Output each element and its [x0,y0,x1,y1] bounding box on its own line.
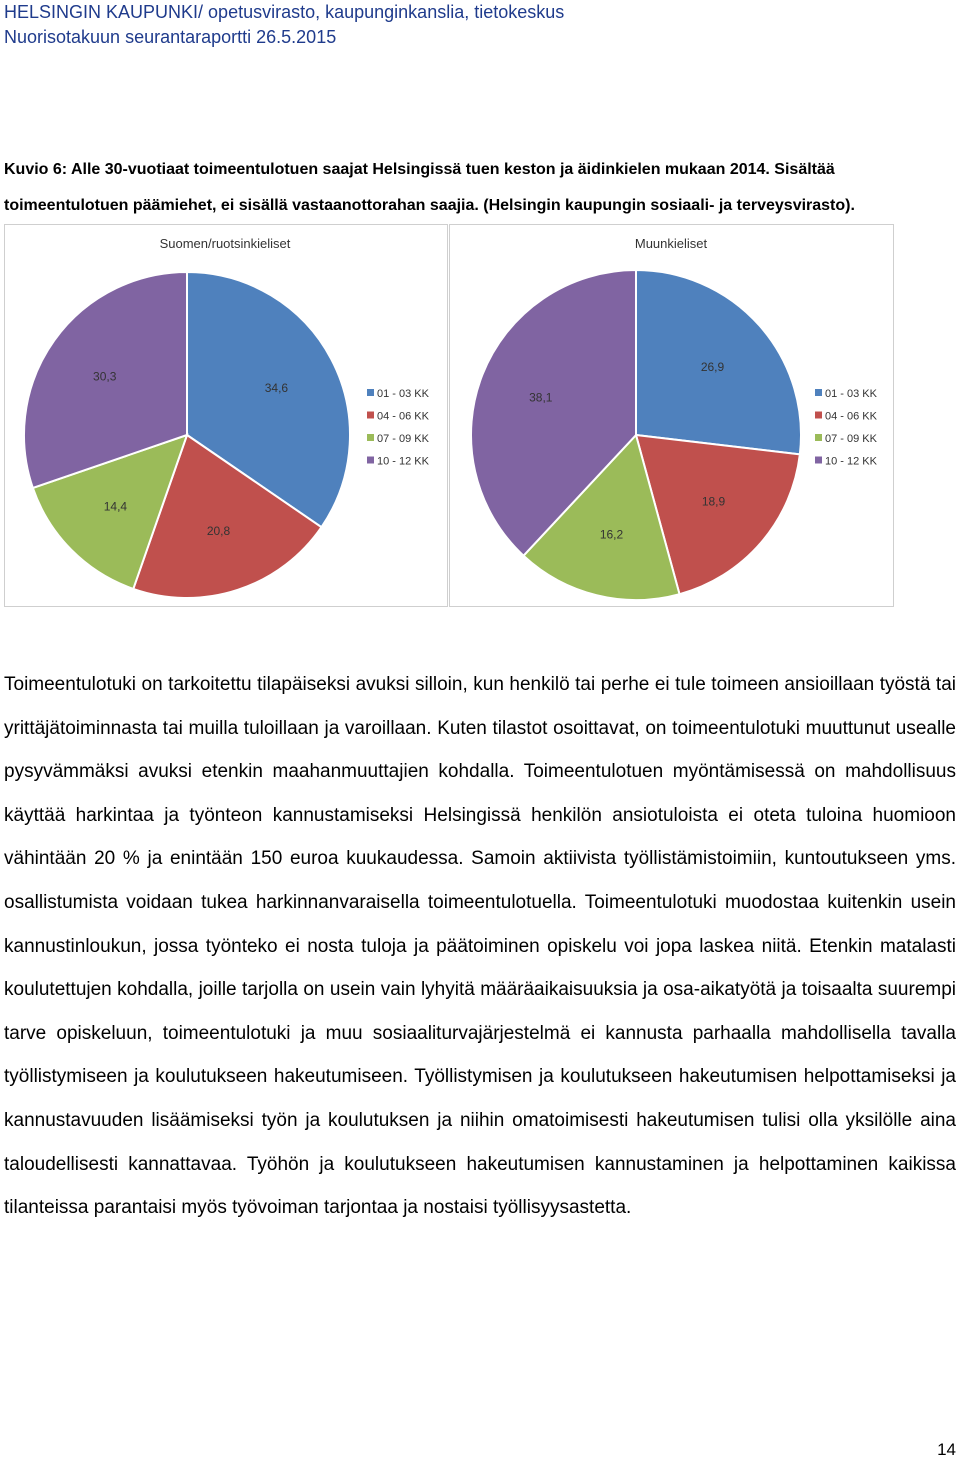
body-text [4,663,956,1230]
legend-label: 07 - 09 KK [825,433,877,445]
legend-label: 04 - 06 KK [377,410,429,423]
pie-chart-native-speakers [4,224,448,607]
pie-chart-other-languages [449,224,894,607]
slice-value-label: 18,9 [701,494,726,509]
legend-label: 01 - 03 KK [377,388,429,400]
legend-swatch [367,412,374,419]
legend-swatch [367,457,374,464]
slice-value-label: 30,3 [93,369,117,384]
legend-label: 10 - 12 KK [377,455,429,468]
legend-label: 10 - 12 KK [825,455,877,468]
legend-swatch [815,389,822,396]
slice-value-label: 38,1 [529,390,553,405]
slice-value-label: 16,2 [599,527,624,542]
slice-value-label: 14,4 [103,499,128,514]
legend-swatch [815,412,822,419]
pie-chart-svg-0 [5,225,447,606]
legend-swatch [815,434,822,441]
legend-label: 07 - 09 KK [377,433,429,445]
slice-value-label: 26,9 [700,360,725,374]
slice-value-label: 20,8 [206,524,231,538]
chart-title: Suomen/ruotsinkieliset [159,236,291,251]
legend-swatch [367,389,374,396]
chart-title: Muunkieliset [634,236,708,251]
legend-label: 01 - 03 KK [825,388,877,400]
figure-caption: Kuvio 6: Alle 30-vuotiaat toimeentulotuen saajat Helsingissä tuen keston ja äidinkielen mukaan 2014. Sisältää toimeentulotuen päämiehet, ei sisällä vastaanottorahan saajia. (Helsingin kaupungin sosiaali- ja terveysvirasto). [4,161,855,214]
header-line-2: Nuorisotakuun seurantaraportti 26.5.2015 [4,27,337,47]
legend-label: 04 - 06 KK [825,410,877,423]
pie-chart-svg-1 [450,225,893,606]
legend-swatch [815,457,822,464]
page-number: 14 [937,1440,956,1459]
slice-value-label: 34,6 [264,380,289,395]
header-line-1: HELSINGIN KAUPUNKI/ opetusvirasto, kaupunginkanslia, tietokeskus [4,2,565,22]
body-paragraph: Toimeentulotuki on tarkoitettu tilapäiseksi avuksi silloin, kun henkilö tai perhe ei tule toimeen ansioillaan työstä tai yrittäjätoiminnasta tai muilla tuloillaan ja varoillaan. Kuten tilastot osoittavat, on toimeentulotuki muuttunut usealle pysyvämmäksi avuksi etenkin maahanmuuttajien kohdalla. Toimeentulotuen myöntämisessä on mahdollisuus käyttää harkintaa ja työnteon kannustamiseksi Helsingissä henkilön ansiotuloista ei oteta tuloina huomioon vähintään 20 % ja enintään 150 euroa kuukaudessa. Samoin aktiivista työllistämistoimiin, kuntoutukseen yms. osallistumista voidaan tukea harkinnanvaraisella toimeentulotuella. Toimeentulotuki muodostaa kuitenkin usein kannustinloukun, jossa työnteko ei nosta tuloja ja päätoiminen opiskelu voi jopa laskea niitä. Etenkin matalasti koulutettujen kohdalla, joille tarjolla on usein vain lyhyitä määräaikaisuuksia ja osa-aikatyötä ja toisaalta suurempi tarve opiskeluun, toimeentulotuki ja muu sosiaaliturvajärjestelmä ei kannusta parhaalla mahdollisella tavalla työllistymiseen ja koulutukseen hakeutumiseen. Työllistymisen ja koulutukseen hakeutumisen helpottamiseksi ja kannustavuuden lisäämiseksi työn ja koulutuksen ja niihin omatoimisesti hakeutumisen tulisi olla yksilölle aina taloudellisesti kannattavaa. Työhön ja koulutukseen hakeutumisen kannustaminen ja helpottaminen kaikissa tilanteissa parantaisi myös työvoiman tarjontaa ja nostaisi työllisyysastetta. [4,674,956,1219]
legend-swatch [367,434,374,441]
document-header [4,0,564,50]
